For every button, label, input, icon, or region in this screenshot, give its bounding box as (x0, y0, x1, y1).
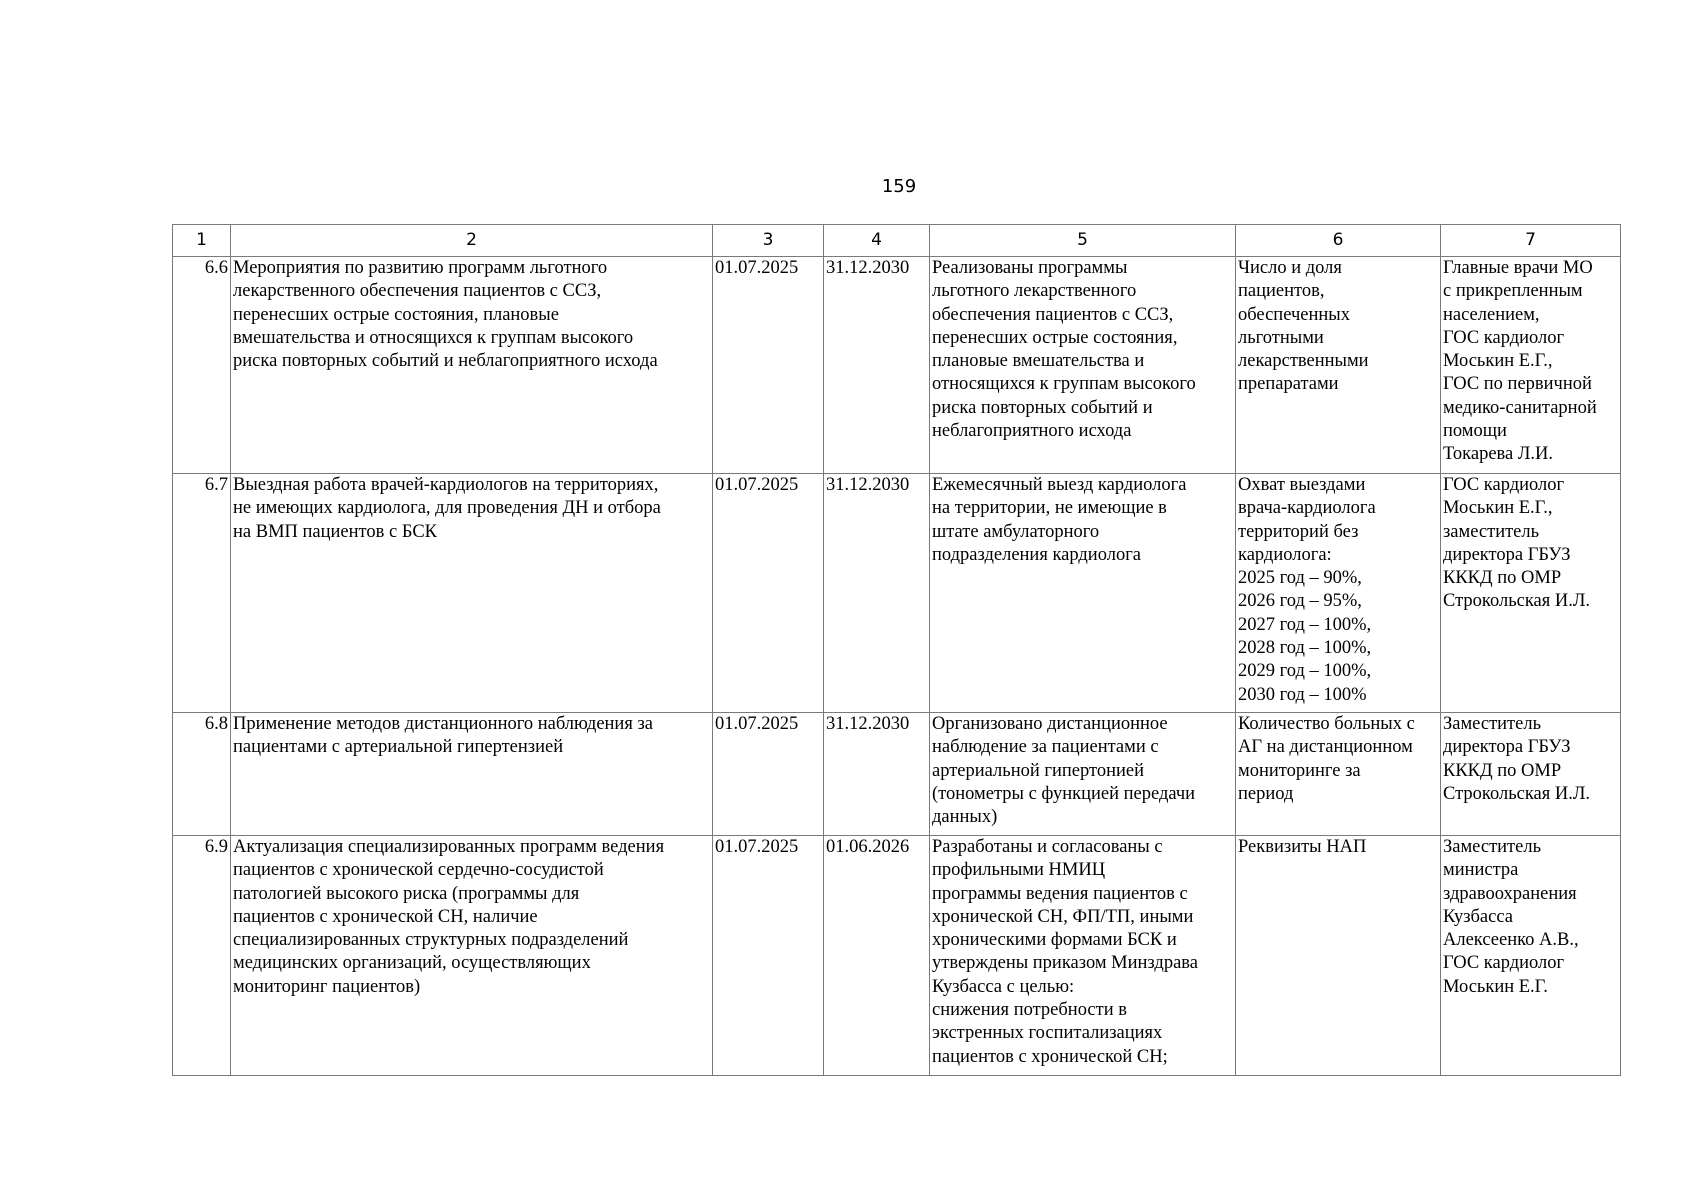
column-header-7: 7 (1441, 225, 1621, 257)
result-cell-line: (тонометры с функцией передачи (932, 783, 1196, 804)
indicator-cell-line: обеспеченных (1238, 304, 1350, 325)
result-cell-line: снижения потребности в (932, 1000, 1127, 1021)
responsible-cell-line: Токарева Л.И. (1443, 444, 1554, 465)
row-number: 6.9 (173, 836, 231, 1076)
result-cell (930, 257, 1236, 474)
result-cell-line: относящихся к группам высокого (932, 374, 1196, 395)
result-cell-line: утверждены приказом Минздрава (932, 953, 1198, 974)
table-row (173, 474, 1621, 713)
responsible-cell-line: ГОС по первичной (1443, 374, 1592, 395)
responsible-cell-line: медико-санитарной (1443, 397, 1597, 418)
start-date: 01.07.2025 (713, 836, 824, 1076)
column-header-6: 6 (1236, 225, 1441, 257)
table-row (173, 713, 1621, 836)
indicator-cell-line: Число и доля (1238, 258, 1342, 278)
responsible-cell-line: помощи (1443, 421, 1507, 442)
result-cell-line: на территории, не имеющие в (932, 498, 1167, 519)
indicator-cell-line: кардиолога: (1238, 544, 1332, 565)
result-cell-line: наблюдение за пациентами с (932, 737, 1159, 758)
event-cell-line: мониторинг пациентов) (233, 976, 421, 997)
row-number: 6.8 (173, 713, 231, 836)
responsible-cell-line: ГОС кардиолог (1443, 475, 1565, 495)
indicator-cell-line: 2028 год – 100%, (1238, 638, 1372, 659)
result-cell-line: льготного лекарственного (932, 281, 1137, 302)
event-cell-line: лекарственного обеспечения пациентов с ССЗ, (233, 281, 602, 302)
responsible-cell-line: Заместитель (1443, 837, 1542, 857)
result-cell-line: данных) (932, 807, 998, 828)
row-number: 6.6 (173, 257, 231, 474)
column-header-1: 1 (173, 225, 231, 257)
indicator-cell-line: льготными (1238, 327, 1324, 348)
responsible-cell-line: Алексеенко А.В., (1443, 930, 1579, 951)
column-header-4: 4 (824, 225, 930, 257)
indicator-cell-line: мониторинге за (1238, 760, 1361, 781)
result-cell-line: перенесших острые состояния, (932, 327, 1178, 348)
end-date: 31.12.2030 (824, 713, 930, 836)
end-date: 01.06.2026 (824, 836, 930, 1076)
responsible-cell-line: Кузбасса (1443, 906, 1513, 927)
responsible-cell-line: здравоохранения (1443, 883, 1577, 904)
result-cell (930, 836, 1236, 1076)
responsible-cell-line: Моськин Е.Г. (1443, 976, 1548, 997)
indicator-cell-line: 2030 год – 100% (1238, 684, 1367, 705)
responsible-cell-line: КККД по ОМР (1443, 760, 1562, 781)
responsible-cell (1441, 257, 1621, 474)
responsible-cell-line: директора ГБУЗ (1443, 737, 1571, 758)
event-cell-line: медицинских организаций, осуществляющих (233, 953, 591, 974)
indicator-cell-line: территорий без (1238, 521, 1359, 542)
result-cell-line: артериальной гипертонией (932, 760, 1144, 781)
header-row (173, 225, 1621, 257)
result-cell-line: программы ведения пациентов с (932, 883, 1188, 904)
indicator-cell (1236, 474, 1441, 713)
event-cell-line: Актуализация специализированных программ ведения (233, 837, 665, 857)
result-cell-line: обеспечения пациентов с ССЗ, (932, 304, 1174, 325)
responsible-cell-line: ГОС кардиолог (1443, 327, 1565, 348)
measures-table (172, 224, 1621, 1076)
indicator-cell-line: Реквизиты НАП (1238, 837, 1367, 857)
result-cell-line: штате амбулаторного (932, 521, 1100, 542)
responsible-cell-line: Моськин Е.Г., (1443, 498, 1553, 519)
event-cell (231, 836, 713, 1076)
event-cell (231, 474, 713, 713)
event-cell-line: не имеющих кардиолога, для проведения ДН и отбора (233, 498, 661, 519)
result-cell-line: Ежемесячный выезд кардиолога (932, 475, 1187, 495)
indicator-cell-line: АГ на дистанционном (1238, 737, 1413, 758)
indicator-cell-line: препаратами (1238, 374, 1339, 395)
event-cell-line: специализированных структурных подразделений (233, 930, 629, 951)
result-cell-line: Кузбасса с целью: (932, 976, 1075, 997)
responsible-cell-line: с прикрепленным (1443, 281, 1583, 302)
end-date: 31.12.2030 (824, 257, 930, 474)
result-cell (930, 474, 1236, 713)
result-cell-line: неблагоприятного исхода (932, 421, 1132, 442)
column-header-2: 2 (231, 225, 713, 257)
responsible-cell (1441, 836, 1621, 1076)
indicator-cell (1236, 836, 1441, 1076)
table-row (173, 257, 1621, 474)
event-cell-line: пациентов с хронической СН, наличие (233, 906, 538, 927)
result-cell (930, 713, 1236, 836)
indicator-cell-line: 2025 год – 90%, (1238, 568, 1362, 589)
indicator-cell-line: 2027 год – 100%, (1238, 614, 1372, 635)
event-cell-line: вмешательства и относящихся к группам высокого (233, 327, 634, 348)
event-cell (231, 257, 713, 474)
row-number: 6.7 (173, 474, 231, 713)
start-date: 01.07.2025 (713, 713, 824, 836)
responsible-cell-line: Строкольская И.Л. (1443, 591, 1591, 612)
start-date: 01.07.2025 (713, 257, 824, 474)
result-cell-line: экстренных госпитализациях (932, 1023, 1163, 1044)
page-number: 159 (881, 176, 917, 197)
event-cell (231, 713, 713, 836)
event-cell-line: на ВМП пациентов с БСК (233, 521, 437, 542)
event-cell-line: патологией высокого риска (программы для (233, 883, 580, 904)
result-cell-line: хронической СН, ФП/ТП, иными (932, 906, 1194, 927)
result-cell-line: профильными НМИЦ (932, 860, 1106, 881)
responsible-cell-line: Строкольская И.Л. (1443, 783, 1591, 804)
responsible-cell-line: населением, (1443, 304, 1540, 325)
indicator-cell-line: Количество больных с (1238, 714, 1415, 734)
event-cell-line: Применение методов дистанционного наблюдения за (233, 714, 653, 734)
responsible-cell-line: ГОС кардиолог (1443, 953, 1565, 974)
result-cell-line: риска повторных событий и (932, 397, 1153, 418)
indicator-cell-line: пациентов, (1238, 281, 1325, 302)
event-cell-line: Выездная работа врачей-кардиологов на территориях, (233, 475, 659, 495)
responsible-cell-line: Моськин Е.Г., (1443, 351, 1553, 372)
column-header-5: 5 (930, 225, 1236, 257)
indicator-cell (1236, 713, 1441, 836)
responsible-cell-line: КККД по ОМР (1443, 568, 1562, 589)
responsible-cell-line: заместитель (1443, 521, 1540, 542)
indicator-cell (1236, 257, 1441, 474)
responsible-cell-line: директора ГБУЗ (1443, 544, 1571, 565)
table-row (173, 836, 1621, 1076)
responsible-cell-line: Главные врачи МО (1443, 258, 1593, 278)
result-cell-line: хроническими формами БСК и (932, 930, 1177, 951)
indicator-cell-line: Охват выездами (1238, 475, 1366, 495)
event-cell-line: пациентами с артериальной гипертензией (233, 737, 564, 758)
result-cell-line: Организовано дистанционное (932, 714, 1168, 734)
result-cell-line: подразделения кардиолога (932, 544, 1141, 565)
indicator-cell-line: лекарственными (1238, 351, 1369, 372)
responsible-cell-line: Заместитель (1443, 714, 1542, 734)
event-cell-line: перенесших острые состояния, плановые (233, 304, 559, 325)
indicator-cell-line: 2029 год – 100%, (1238, 661, 1372, 682)
result-cell-line: плановые вмешательства и (932, 351, 1145, 372)
indicator-cell-line: 2026 год – 95%, (1238, 591, 1362, 612)
event-cell-line: Мероприятия по развитию программ льготного (233, 258, 608, 278)
start-date: 01.07.2025 (713, 474, 824, 713)
end-date: 31.12.2030 (824, 474, 930, 713)
result-cell-line: пациентов с хронической СН; (932, 1046, 1168, 1067)
responsible-cell (1441, 474, 1621, 713)
column-header-3: 3 (713, 225, 824, 257)
result-cell-line: Разработаны и согласованы с (932, 837, 1163, 857)
event-cell-line: риска повторных событий и неблагоприятного исхода (233, 351, 658, 372)
result-cell-line: Реализованы программы (932, 258, 1128, 278)
indicator-cell-line: период (1238, 783, 1294, 804)
responsible-cell (1441, 713, 1621, 836)
indicator-cell-line: врача-кардиолога (1238, 498, 1376, 519)
responsible-cell-line: министра (1443, 860, 1519, 881)
event-cell-line: пациентов с хронической сердечно-сосудистой (233, 860, 604, 881)
